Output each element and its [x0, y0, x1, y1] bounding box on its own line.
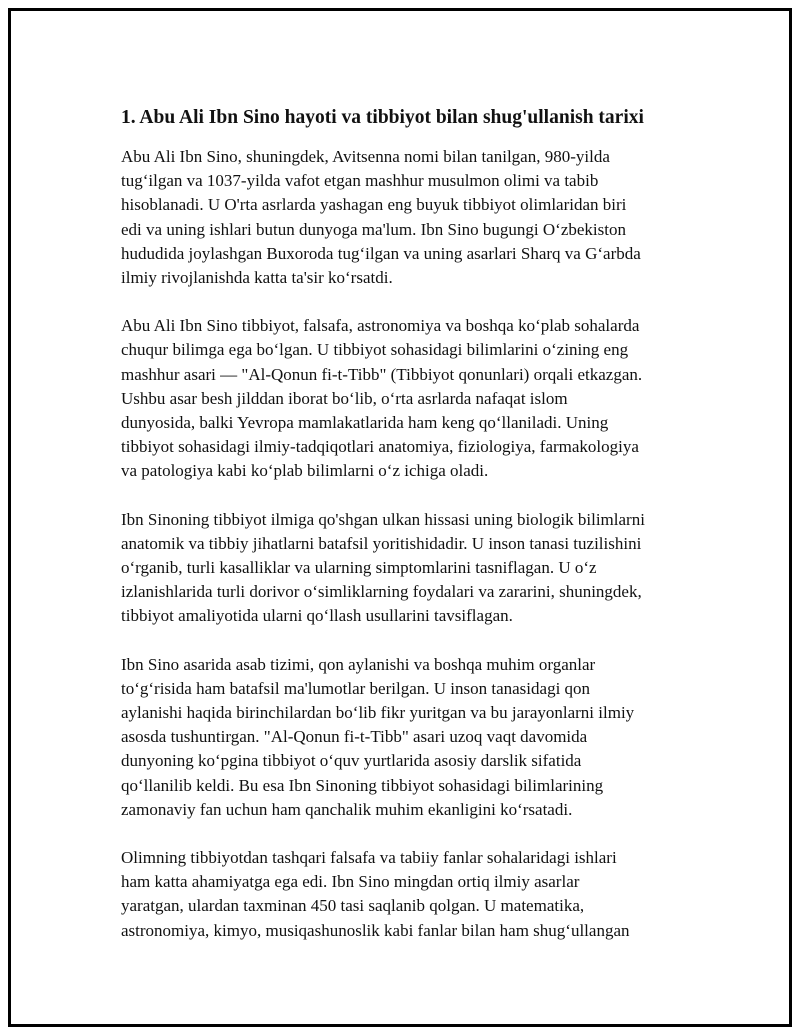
paragraph-3: Ibn Sinoning tibbiyot ilmiga qo'shgan ulkan hissasi uning biologik bilimlarni anatomik va tibbiy jihatlarni batafsil yoritishidadir. U inson tanasi tuzilishini o‘rganib, turli kasalliklar va ularning simptomlarini tasniflagan. U o‘z izlanishlarida turli dorivor o‘simliklarning foydalari va zararini, shuningdek, tibbiyot amaliyotida ularni qo‘llash usullarini tavsiflagan. [121, 509, 645, 626]
paragraph-1: Abu Ali Ibn Sino, shuningdek, Avitsenna nomi bilan tanilgan, 980-yilda tug‘ilgan va 1037-yilda vafot etgan mashhur musulmon olimi va tabib hisoblanadi. U O'rta asrlarda yashagan eng buyuk tibbiyot olimlaridan biri edi va uning ishlari butun dunyoga ma'lum. Ibn Sino bugungi O‘zbekiston hududida joylashgan Buxoroda tug‘ilgan va uning asarlari Sharq va G‘arbda ilmiy rivojlanishda katta ta'sir ko‘rsatdi. [121, 147, 641, 288]
page-frame [8, 8, 792, 1027]
document-body [121, 105, 701, 967]
section-heading: 1. Abu Ali Ibn Sino hayoti va tibbiyot bilan shug'ullanish tarixi [121, 107, 644, 128]
paragraph-5: Olimning tibbiyotdan tashqari falsafa va tabiiy fanlar sohalaridagi ishlari ham katta ahamiyatga ega edi. Ibn Sino mingdan ortiq ilmiy asarlar yaratgan, ulardan taxminan 450 tasi saqlanib qolgan. U matematika, astronomiya, kimyo, musiqashunoslik kabi fanlar bilan ham shug‘ullangan [121, 848, 630, 940]
paragraph-4: Ibn Sino asarida asab tizimi, qon aylanishi va boshqa muhim organlar to‘g‘risida ham batafsil ma'lumotlar berilgan. U inson tanasidagi qon aylanishi haqida birinchilardan bo‘lib fikr yuritgan va bu jarayonlarni ilmiy asosda tushuntirgan. "Al-Qonun fi-t-Tibb" asari uzoq vaqt davomida dunyoning ko‘pgina tibbiyot o‘quv yurtlarida asosiy darslik sifatida qo‘llanilib keldi. Bu esa Ibn Sinoning tibbiyot sohasidagi bilimlarining zamonaviy fan uchun ham qanchalik muhim ekanligini ko‘rsatadi. [121, 654, 635, 819]
paragraph-2: Abu Ali Ibn Sino tibbiyot, falsafa, astronomiya va boshqa ko‘plab sohalarda chuqur bilimga ega bo‘lgan. U tibbiyot sohasidagi bilimlarini o‘zining eng mashhur asari — "Al-Qonun fi-t-Tibb" (Tibbiyot qonunlari) orqali etkazgan. Ushbu asar besh jilddan iborat bo‘lib, o‘rta asrlarda nafaqat islom dunyosida, balki Yevropa mamlakatlarida ham keng qo‘llaniladi. Uning tibbiyot sohasidagi ilmiy-tadqiqotlari anatomiya, fiziologiya, farmakologiya va patologiya kabi ko‘plab bilimlarni o‘z ichiga oladi. [121, 316, 643, 481]
